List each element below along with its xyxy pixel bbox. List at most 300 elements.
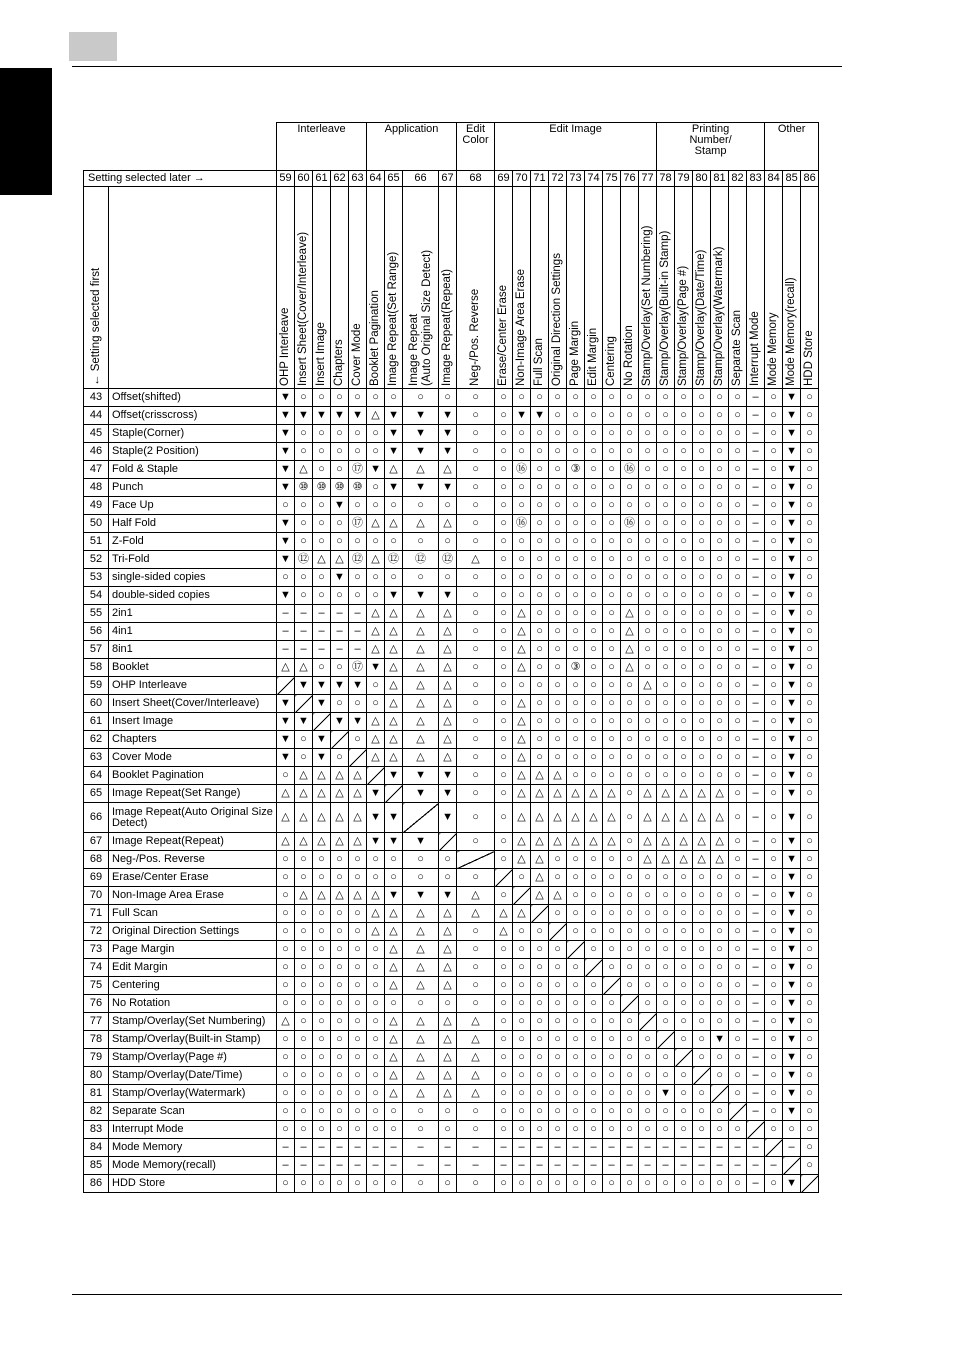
table-row (84, 977, 819, 995)
group-header-2: Application (367, 123, 457, 171)
cell-mark: △ (295, 461, 313, 479)
column-number: 72 (549, 171, 567, 187)
column-name (747, 187, 765, 389)
cell-mark: ○ (385, 1175, 403, 1193)
cell-mark: ○ (513, 1013, 531, 1031)
cell-mark: ○ (295, 1049, 313, 1067)
cell-mark: ○ (729, 851, 747, 869)
row-label: Mode Memory (109, 1139, 277, 1157)
cell-mark: ○ (513, 1121, 531, 1139)
cell-mark: ○ (693, 1121, 711, 1139)
cell-mark: ○ (495, 833, 513, 851)
cell-mark: △ (403, 1013, 439, 1031)
cell-mark: ○ (693, 977, 711, 995)
cell-mark: ○ (403, 533, 439, 551)
cell-mark: ○ (729, 605, 747, 623)
cell-mark: ○ (603, 479, 621, 497)
column-name-text: Non-Image Area Erase (515, 269, 528, 386)
cell-mark: – (277, 1139, 295, 1157)
cell-mark: ○ (729, 1121, 747, 1139)
column-name-text: Separate Scan (731, 309, 744, 386)
cell-mark: ○ (693, 749, 711, 767)
cell-mark: ▼ (277, 713, 295, 731)
cell-mark: ○ (495, 887, 513, 905)
cell-mark: △ (331, 833, 349, 851)
cell-mark: ③ (567, 461, 585, 479)
cell-mark: ○ (549, 1103, 567, 1121)
cell-not-applicable (331, 731, 349, 749)
cell-mark: – (313, 1139, 331, 1157)
column-name-text: Stamp/Overlay(Page #) (677, 265, 690, 386)
cell-mark: ○ (567, 959, 585, 977)
cell-mark: ○ (457, 833, 495, 851)
cell-mark: ○ (495, 1175, 513, 1193)
cell-mark: ○ (639, 443, 657, 461)
cell-mark: △ (403, 977, 439, 995)
cell-mark: ○ (585, 851, 603, 869)
row-label: Image Repeat(Repeat) (109, 833, 277, 851)
table-row (84, 1013, 819, 1031)
cell-mark: △ (439, 923, 457, 941)
cell-mark: ○ (457, 731, 495, 749)
column-number: 77 (639, 171, 657, 187)
cell-mark: ○ (313, 941, 331, 959)
cell-mark: ○ (621, 731, 639, 749)
cell-mark: ○ (585, 1175, 603, 1193)
cell-mark: ○ (675, 995, 693, 1013)
cell-mark: – (295, 1139, 313, 1157)
cell-mark: ○ (693, 479, 711, 497)
cell-mark: ○ (801, 905, 819, 923)
cell-mark: ○ (549, 1121, 567, 1139)
cell-mark: ○ (639, 605, 657, 623)
cell-mark: ○ (295, 533, 313, 551)
cell-mark: ○ (585, 767, 603, 785)
cell-mark: ○ (349, 587, 367, 605)
cell-mark: ○ (295, 1067, 313, 1085)
cell-mark: ○ (639, 533, 657, 551)
cell-mark: – (747, 587, 765, 605)
cell-mark: ○ (639, 1175, 657, 1193)
cell-mark: ○ (295, 731, 313, 749)
table-row (84, 1049, 819, 1067)
cell-mark: – (313, 1157, 331, 1175)
cell-mark: ○ (295, 389, 313, 407)
cell-mark: ○ (439, 1103, 457, 1121)
cell-mark: ○ (765, 1031, 783, 1049)
cell-mark: ○ (801, 713, 819, 731)
cell-mark: ○ (657, 959, 675, 977)
cell-mark: ○ (639, 389, 657, 407)
cell-mark: ○ (457, 785, 495, 803)
cell-mark: ○ (729, 1031, 747, 1049)
cell-mark: ○ (675, 641, 693, 659)
cell-mark: ○ (549, 731, 567, 749)
cell-mark: ○ (621, 1121, 639, 1139)
cell-mark: △ (295, 785, 313, 803)
cell-mark: ○ (801, 1139, 819, 1157)
cell-mark: ○ (549, 869, 567, 887)
cell-mark: ○ (621, 833, 639, 851)
cell-mark: △ (495, 905, 513, 923)
cell-mark: – (747, 869, 765, 887)
cell-mark: ▼ (295, 713, 313, 731)
cell-mark: ○ (711, 605, 729, 623)
column-number: 62 (331, 171, 349, 187)
cell-mark: △ (549, 887, 567, 905)
cell-mark: ▼ (385, 443, 403, 461)
cell-mark: ○ (585, 695, 603, 713)
cell-mark: ○ (567, 677, 585, 695)
table-row (84, 389, 819, 407)
cell-mark: ○ (585, 641, 603, 659)
cell-mark: ▼ (513, 407, 531, 425)
cell-mark: △ (367, 731, 385, 749)
cell-mark: ○ (765, 1085, 783, 1103)
cell-mark: ○ (603, 941, 621, 959)
cell-mark: ▼ (439, 587, 457, 605)
cell-mark: ○ (603, 587, 621, 605)
cell-mark: ○ (657, 977, 675, 995)
cell-mark: ○ (639, 1031, 657, 1049)
cell-mark: ○ (349, 851, 367, 869)
cell-mark: ○ (531, 623, 549, 641)
cell-mark: ○ (801, 497, 819, 515)
cell-mark: ○ (639, 923, 657, 941)
cell-mark: ▼ (385, 425, 403, 443)
cell-mark: ▼ (277, 551, 295, 569)
cell-mark: ▼ (783, 569, 801, 587)
cell-mark: ○ (531, 569, 549, 587)
cell-mark: △ (513, 785, 531, 803)
cell-mark: ○ (675, 713, 693, 731)
cell-mark: ▼ (783, 941, 801, 959)
cell-mark: △ (693, 785, 711, 803)
cell-mark: ○ (549, 1085, 567, 1103)
cell-mark: ○ (585, 569, 603, 587)
cell-mark: – (513, 1139, 531, 1157)
column-name-text: Image Repeat (Auto Original Size Detect) (407, 249, 433, 386)
cell-mark: ○ (313, 1103, 331, 1121)
column-name (331, 187, 349, 389)
cell-mark: ○ (295, 941, 313, 959)
cell-mark: △ (457, 1085, 495, 1103)
row-number: 71 (84, 905, 109, 923)
cell-mark: △ (457, 1049, 495, 1067)
table-row (84, 959, 819, 977)
cell-mark: ○ (313, 425, 331, 443)
cell-mark: ○ (531, 713, 549, 731)
cell-mark: ○ (585, 497, 603, 515)
cell-mark: ○ (621, 851, 639, 869)
cell-mark: ○ (729, 749, 747, 767)
cell-mark: ○ (693, 713, 711, 731)
cell-mark: ○ (549, 1013, 567, 1031)
cell-mark: ○ (313, 587, 331, 605)
column-number: 75 (603, 171, 621, 187)
cell-mark: ○ (729, 641, 747, 659)
row-label: Full Scan (109, 905, 277, 923)
cell-mark: △ (513, 833, 531, 851)
cell-mark: ○ (621, 1085, 639, 1103)
cell-mark: ○ (349, 1013, 367, 1031)
cell-mark: ○ (603, 1103, 621, 1121)
cell-mark: ▼ (783, 851, 801, 869)
cell-mark: ○ (295, 749, 313, 767)
cell-mark: ○ (621, 1013, 639, 1031)
cell-mark: ○ (603, 677, 621, 695)
cell-mark: ○ (801, 479, 819, 497)
cell-mark: ○ (585, 443, 603, 461)
cell-mark: – (675, 1157, 693, 1175)
cell-mark: ○ (313, 851, 331, 869)
cell-mark: △ (295, 833, 313, 851)
cell-mark: – (747, 713, 765, 731)
cell-mark: △ (403, 941, 439, 959)
cell-mark: ○ (277, 1085, 295, 1103)
cell-mark: ○ (765, 995, 783, 1013)
cell-mark: ○ (531, 443, 549, 461)
cell-mark: ○ (567, 1121, 585, 1139)
cell-mark: ○ (513, 551, 531, 569)
column-number: 82 (729, 171, 747, 187)
cell-mark: △ (439, 1067, 457, 1085)
cell-mark: ○ (349, 389, 367, 407)
cell-mark: ▼ (313, 407, 331, 425)
row-number: 53 (84, 569, 109, 587)
header-rule (72, 66, 842, 67)
cell-mark: ○ (675, 479, 693, 497)
column-name (621, 187, 639, 389)
cell-mark: ○ (621, 941, 639, 959)
row-label: Tri-Fold (109, 551, 277, 569)
cell-mark: ○ (729, 587, 747, 605)
cell-mark: – (747, 995, 765, 1013)
cell-mark: ○ (801, 767, 819, 785)
cell-mark: – (747, 785, 765, 803)
column-name (585, 187, 603, 389)
cell-mark: ○ (457, 695, 495, 713)
cell-mark: △ (403, 659, 439, 677)
column-name-text: Image Repeat(Set Range) (387, 251, 400, 386)
cell-mark: – (603, 1139, 621, 1157)
cell-mark: ○ (567, 479, 585, 497)
cell-mark: – (331, 605, 349, 623)
cell-mark: △ (331, 803, 349, 833)
cell-mark: ○ (495, 533, 513, 551)
cell-mark: ▼ (783, 1175, 801, 1193)
cell-mark: ○ (549, 677, 567, 695)
cell-mark: ○ (331, 1013, 349, 1031)
cell-mark: ○ (457, 677, 495, 695)
column-number: 69 (495, 171, 513, 187)
cell-mark: ○ (331, 389, 349, 407)
cell-mark: ○ (711, 713, 729, 731)
column-name (277, 187, 295, 389)
cell-mark: ○ (657, 389, 675, 407)
cell-mark: ○ (585, 1031, 603, 1049)
cell-mark: ○ (603, 425, 621, 443)
column-name-text: Stamp/Overlay(Built-in Stamp) (659, 230, 672, 386)
table-row (84, 1085, 819, 1103)
cell-not-applicable (549, 923, 567, 941)
cell-mark: ○ (657, 749, 675, 767)
cell-mark: ○ (801, 461, 819, 479)
cell-mark: ○ (693, 1013, 711, 1031)
cell-mark: ○ (549, 425, 567, 443)
cell-mark: ○ (729, 479, 747, 497)
cell-not-applicable (513, 887, 531, 905)
column-name (765, 187, 783, 389)
cell-mark: ○ (765, 851, 783, 869)
cell-mark: △ (513, 749, 531, 767)
row-number: 46 (84, 443, 109, 461)
cell-mark: ○ (403, 869, 439, 887)
cell-mark: ○ (549, 851, 567, 869)
cell-mark: ▼ (277, 389, 295, 407)
cell-mark: ○ (711, 869, 729, 887)
cell-mark: – (277, 605, 295, 623)
cell-mark: ○ (621, 749, 639, 767)
column-name (801, 187, 819, 389)
cell-not-applicable (711, 1085, 729, 1103)
cell-mark: ▼ (439, 887, 457, 905)
cell-mark: △ (513, 767, 531, 785)
cell-mark: – (531, 1157, 549, 1175)
cell-mark: △ (331, 551, 349, 569)
cell-mark: ○ (313, 533, 331, 551)
row-number: 66 (84, 803, 109, 833)
cell-mark: – (349, 605, 367, 623)
cell-mark: ○ (457, 1175, 495, 1193)
cell-mark: – (385, 1139, 403, 1157)
cell-mark: ○ (567, 887, 585, 905)
cell-mark: ▼ (783, 497, 801, 515)
cell-mark: ○ (621, 959, 639, 977)
cell-mark: ○ (765, 443, 783, 461)
cell-mark: – (331, 1157, 349, 1175)
cell-mark: ○ (657, 587, 675, 605)
cell-mark: ○ (567, 497, 585, 515)
cell-mark: △ (439, 515, 457, 533)
cell-mark: ○ (675, 443, 693, 461)
cell-mark: ○ (657, 605, 675, 623)
cell-mark: △ (385, 731, 403, 749)
cell-mark: ○ (549, 1049, 567, 1067)
cell-mark: ○ (495, 623, 513, 641)
cell-mark: ▼ (331, 569, 349, 587)
cell-mark: ▼ (783, 767, 801, 785)
cell-mark: – (747, 941, 765, 959)
cell-mark: ○ (567, 551, 585, 569)
cell-mark: △ (639, 803, 657, 833)
cell-not-applicable (657, 1031, 675, 1049)
cell-mark: ○ (349, 1085, 367, 1103)
cell-mark: ○ (457, 1103, 495, 1121)
cell-mark: ○ (621, 767, 639, 785)
cell-mark: ③ (567, 659, 585, 677)
cell-mark: ○ (277, 869, 295, 887)
cell-mark: △ (367, 749, 385, 767)
row-number: 52 (84, 551, 109, 569)
cell-mark: ○ (711, 1121, 729, 1139)
column-number: 60 (295, 171, 313, 187)
cell-mark: ○ (765, 425, 783, 443)
cell-mark: ○ (495, 851, 513, 869)
column-name (549, 187, 567, 389)
cell-mark: ○ (765, 905, 783, 923)
cell-mark: △ (639, 677, 657, 695)
row-label: 4in1 (109, 623, 277, 641)
cell-mark: ○ (765, 479, 783, 497)
cell-mark: ▼ (783, 785, 801, 803)
cell-mark: △ (639, 851, 657, 869)
cell-mark: ○ (729, 389, 747, 407)
cell-mark: – (747, 443, 765, 461)
cell-mark: – (747, 1085, 765, 1103)
cell-mark: – (747, 887, 765, 905)
cell-mark: ▼ (331, 407, 349, 425)
cell-not-applicable (385, 785, 403, 803)
cell-mark: △ (675, 803, 693, 833)
cell-mark: ○ (367, 1049, 385, 1067)
cell-mark: ○ (585, 389, 603, 407)
cell-mark: ○ (385, 533, 403, 551)
cell-not-applicable (603, 977, 621, 995)
column-name (729, 187, 747, 389)
cell-mark: ○ (367, 1103, 385, 1121)
cell-mark: ○ (675, 1085, 693, 1103)
cell-mark: – (331, 1139, 349, 1157)
column-name-text: Insert Image (315, 322, 327, 386)
cell-mark: ○ (729, 551, 747, 569)
cell-mark: ○ (621, 713, 639, 731)
cell-mark: ○ (801, 533, 819, 551)
cell-mark: ○ (403, 995, 439, 1013)
cell-mark: ▼ (783, 1013, 801, 1031)
column-name-text: OHP Interleave (279, 307, 291, 386)
cell-mark: ○ (331, 959, 349, 977)
cell-mark: ○ (675, 977, 693, 995)
cell-mark: – (439, 1139, 457, 1157)
cell-mark: ○ (621, 1049, 639, 1067)
cell-mark: ○ (621, 389, 639, 407)
cell-mark: ○ (277, 923, 295, 941)
cell-mark: ○ (585, 515, 603, 533)
cell-mark: ○ (675, 887, 693, 905)
cell-mark: ○ (549, 713, 567, 731)
cell-mark: ○ (531, 1085, 549, 1103)
cell-mark: – (277, 641, 295, 659)
cell-mark: ○ (657, 923, 675, 941)
cell-mark: ○ (801, 731, 819, 749)
setting-first-text: ← Setting selected first (89, 267, 102, 386)
cell-mark: ○ (331, 869, 349, 887)
cell-mark: ○ (711, 905, 729, 923)
cell-mark: ○ (457, 443, 495, 461)
cell-mark: ○ (531, 461, 549, 479)
cell-mark: ○ (621, 695, 639, 713)
row-label: Stamp/Overlay(Page #) (109, 1049, 277, 1067)
cell-mark: ▼ (403, 887, 439, 905)
row-number: 50 (84, 515, 109, 533)
cell-mark: ○ (549, 959, 567, 977)
row-number: 60 (84, 695, 109, 713)
cell-mark: ○ (495, 941, 513, 959)
cell-mark: △ (403, 959, 439, 977)
cell-mark: △ (385, 941, 403, 959)
cell-mark: ○ (403, 497, 439, 515)
